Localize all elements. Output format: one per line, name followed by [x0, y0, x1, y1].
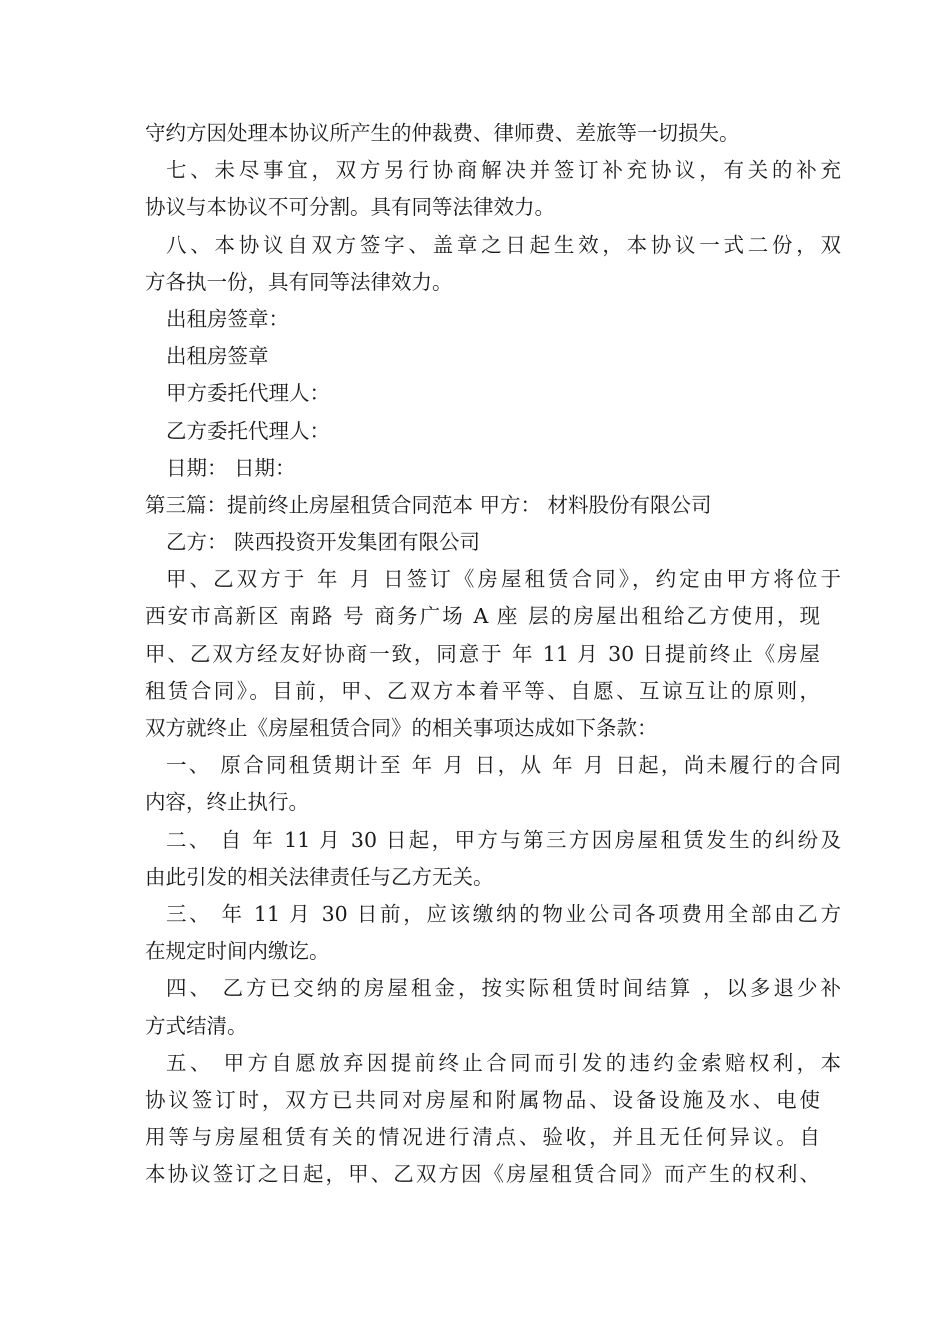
text-line: 甲、乙双方于 年 月 日签订《房屋租赁合同》，约定由甲方将位于	[166, 567, 841, 592]
document-body	[145, 115, 841, 1193]
text-line: 协议与本协议不可分割。具有同等法律效力。	[145, 195, 555, 220]
clause-8-line: 八、本协议自双方签字、盖章之日起生效，本协议一式二份，双	[166, 232, 841, 257]
clause-7-line: 七、未尽事宜，双方另行协商解决并签订补充协议，有关的补充	[166, 158, 841, 183]
text-line: 守约方因处理本协议所产生的仲裁费、律师费、差旅等一切损失。	[145, 121, 740, 145]
text-line: 甲、乙双方经友好协商一致，同意于 年 11 月 30 日提前终止《房屋	[145, 641, 820, 666]
text-line: 双方就终止《房屋租赁合同》的相关事项达成如下条款：	[145, 716, 658, 740]
section-title: 第三篇：提前终止房屋租赁合同范本 甲方： 材料股份有限公司	[145, 492, 712, 517]
agent-line: 乙方委托代理人：	[166, 418, 330, 443]
text-line: 西安市高新区 南路 号 商务广场 A 座 层的房屋出租给乙方使用，现	[145, 604, 820, 629]
clause-3-line: 三、 年 11 月 30 日前，应该缴纳的物业公司各项费用全部由乙方	[166, 901, 841, 926]
agent-line: 甲方委托代理人：	[166, 381, 330, 406]
text-line: 内容，终止执行。	[145, 790, 309, 815]
text-line: 方各执一份，具有同等法律效力。	[145, 269, 453, 294]
clause-2-line: 二、 自 年 11 月 30 日起，甲方与第三方因房屋租赁发生的纠纷及	[166, 827, 841, 852]
text-line: 用等与房屋租赁有关的情况进行清点、验收，并且无任何异议。自	[145, 1125, 820, 1150]
party-b-line: 乙方： 陕西投资开发集团有限公司	[166, 530, 481, 555]
text-line: 由此引发的相关法律责任与乙方无关。	[145, 864, 494, 889]
text-line: 协议签订时，双方已共同对房屋和附属物品、设备设施及水、电使	[145, 1087, 820, 1112]
signature-line: 出租房签章：	[166, 306, 289, 331]
clause-5-line: 五、 甲方自愿放弃因提前终止合同而引发的违约金索赔权利，本	[166, 1050, 841, 1075]
date-line: 日期： 日期：	[166, 455, 296, 480]
text-line: 方式结清。	[145, 1013, 248, 1038]
signature-line: 出租房签章	[166, 344, 269, 369]
clause-1-line: 一、 原合同租赁期计至 年 月 日，从 年 月 日起，尚未履行的合同	[166, 753, 841, 778]
text-line: 租赁合同》。目前，甲、乙双方本着平等、自愿、互谅互让的原则，	[145, 678, 820, 703]
clause-4-line: 四、 乙方已交纳的房屋租金，按实际租赁时间结算 ，以多退少补	[166, 976, 841, 1001]
text-line: 在规定时间内缴讫。	[145, 939, 330, 964]
text-line: 本协议签订之日起，甲、乙双方因《房屋租赁合同》而产生的权利、	[145, 1162, 820, 1187]
